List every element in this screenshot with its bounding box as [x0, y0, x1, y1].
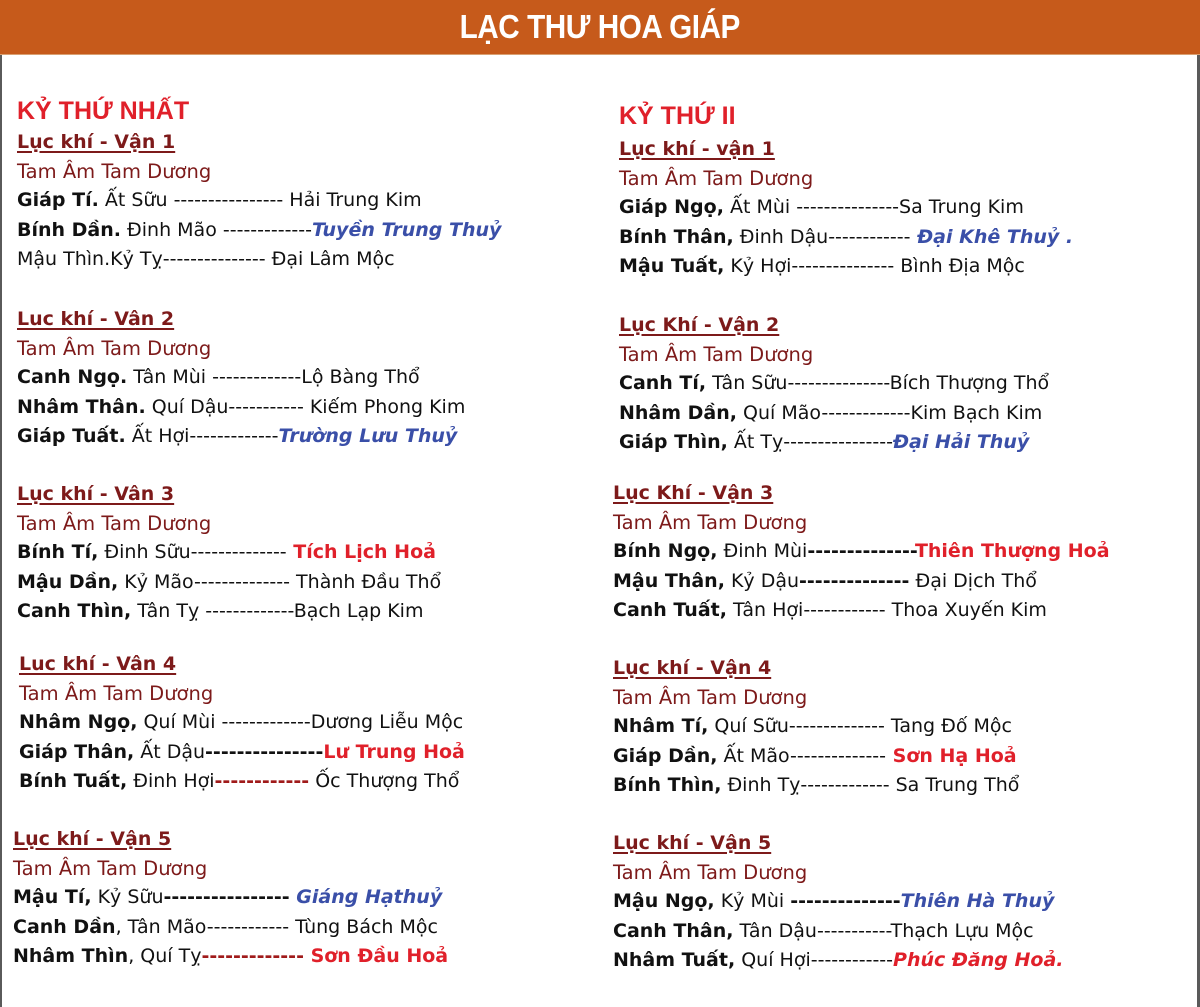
napam-element: Thiên Thượng Hoả — [914, 540, 1110, 562]
paired-name: Tân Tỵ — [131, 600, 206, 622]
napam-element: Thiên Hà Thuỷ — [900, 890, 1055, 912]
stem-branch-name: Nhâm Thân. — [17, 395, 146, 418]
napam-element: Sa Trung Kim — [899, 196, 1024, 218]
section-title: Lục khí - Vận 4 — [613, 657, 772, 679]
list-item — [613, 742, 1019, 772]
list-item — [17, 568, 441, 598]
napam-element: Phúc Đăng Hoả. — [893, 949, 1064, 971]
list-item — [613, 712, 1019, 742]
list-item — [13, 913, 448, 943]
list-item — [17, 363, 465, 393]
list-item — [17, 597, 441, 627]
napam-element: Hải Trung Kim — [283, 189, 422, 211]
dash-leader: ------------ — [828, 225, 911, 248]
napam-element: Tùng Bách Mộc — [289, 915, 438, 938]
section-title: Lục khí - Vân 3 — [17, 483, 175, 505]
list-item — [17, 538, 441, 568]
list-item — [17, 245, 501, 275]
dash-leader: ------------- — [201, 945, 304, 967]
dash-leader: ------------- — [221, 711, 311, 733]
napam-element: Ốc Thượng Thổ — [309, 770, 460, 792]
paired-name: Đinh Mùi — [717, 540, 808, 562]
list-item — [19, 708, 465, 738]
section-subtitle: Tam Âm Tam Dương — [613, 686, 808, 709]
section-title: Lục khí - vận 1 — [619, 138, 775, 160]
section-subtitle: Tam Âm Tam Dương — [13, 857, 208, 880]
dash-leader: ---------------- — [163, 886, 290, 908]
paired-name: Mậu Thìn.Kỷ Tỵ — [17, 248, 163, 270]
list-item — [619, 223, 1073, 253]
napam-element: Kim Bạch Kim — [910, 401, 1043, 424]
stem-branch-name: Bính Tuất, — [19, 770, 128, 792]
dash-leader: ------------- — [189, 425, 279, 447]
dash-leader: ------------ — [214, 770, 310, 792]
napam-element: Lộ Bàng Thổ — [301, 366, 420, 388]
section-subtitle: Tam Âm Tam Dương — [17, 337, 212, 360]
section-title: Lục Khí - Vận 3 — [613, 482, 774, 504]
page-header — [0, 0, 1200, 55]
dash-leader: ----------- — [816, 919, 891, 942]
section-subtitle: Tam Âm Tam Dương — [619, 343, 814, 366]
paired-name: Đinh Dậu — [733, 225, 829, 248]
napam-element: Tang Đố Mộc — [884, 715, 1012, 737]
paired-name: Đinh Hợi — [127, 770, 215, 792]
list-item — [19, 767, 465, 797]
list-item — [17, 186, 501, 216]
napam-element: Kiếm Phong Kim — [303, 395, 466, 418]
stem-branch-name: Giáp Tí. — [17, 189, 99, 211]
napam-element: Bích Thượng Thổ — [889, 372, 1050, 394]
napam-element: Trường Lưu Thuỷ — [278, 425, 458, 447]
paired-name: Quí Hợi — [735, 949, 811, 971]
section-subtitle: Tam Âm Tam Dương — [619, 167, 814, 190]
list-item — [17, 393, 465, 423]
dash-leader: ---------------- — [173, 189, 284, 211]
section-title: Luc khí - Vân 4 — [19, 653, 177, 675]
section-subtitle: Tam Âm Tam Dương — [19, 682, 214, 705]
paired-name: Tân Mùi — [127, 366, 213, 388]
van-section — [613, 654, 1019, 801]
section-title: Lục khí - Vận 5 — [13, 828, 172, 850]
stem-branch-name: Canh Tí, — [619, 372, 707, 394]
section-subtitle: Tam Âm Tam Dương — [613, 511, 808, 534]
napam-element: Sơn Đầu Hoả — [303, 945, 449, 967]
dash-leader: -------------- — [790, 890, 901, 912]
stem-branch-name: Nhâm Ngọ, — [19, 711, 138, 733]
paired-name: Ất Mùi — [723, 196, 797, 218]
napam-element: Đại Dịch Thổ — [909, 569, 1037, 592]
stem-branch-name: Giáp Thìn, — [619, 431, 728, 453]
van-section — [13, 825, 448, 972]
stem-branch-name: Giáp Ngọ, — [619, 196, 724, 218]
napam-element: Sơn Hạ Hoả — [886, 744, 1017, 767]
list-item — [13, 883, 448, 913]
paired-name: Ất Mão — [717, 744, 791, 767]
napam-element: Thoa Xuyến Kim — [885, 599, 1047, 621]
stem-branch-name: Canh Dần — [13, 915, 116, 938]
dash-leader: -------------- — [788, 715, 885, 737]
paired-name: Kỷ Mão — [118, 570, 195, 593]
paired-name: Đinh Tỵ — [721, 774, 801, 796]
napam-element: Đại Lâm Mộc — [265, 248, 395, 270]
page-title: LẠC THƯ HOA GIÁP — [459, 8, 741, 45]
section-title: Lục khí - Vận 5 — [613, 832, 772, 854]
stem-branch-name: Mậu Thân, — [613, 569, 725, 592]
dash-leader: ------------- — [800, 774, 890, 796]
stem-branch-name: Mậu Ngọ, — [613, 890, 715, 912]
paired-name: Đinh Mão — [121, 218, 223, 241]
van-section — [619, 135, 1073, 282]
napam-element: Tuyền Trung Thuỷ — [312, 218, 502, 241]
list-item — [619, 399, 1049, 429]
dash-leader: ------------ — [803, 599, 886, 621]
stem-branch-name: Giáp Thân, — [19, 740, 135, 763]
paired-name: Ất Tỵ — [727, 431, 784, 453]
paired-name: Kỷ Dậu — [724, 569, 800, 592]
section-subtitle: Tam Âm Tam Dương — [17, 512, 212, 535]
paired-name: Tân Sữu — [706, 372, 788, 394]
list-item — [613, 537, 1110, 567]
paired-name: Quí Sữu — [708, 715, 789, 737]
dash-leader: --------------- — [796, 196, 900, 218]
list-item — [613, 946, 1064, 976]
section-title: Luc khí - Vân 2 — [17, 308, 175, 330]
list-item — [619, 369, 1049, 399]
van-section — [613, 479, 1110, 626]
stem-branch-name: Bính Ngọ, — [613, 540, 718, 562]
dash-leader: ------------- — [205, 600, 294, 622]
stem-branch-name: Canh Tuất, — [613, 599, 727, 621]
stem-branch-name: Nhâm Tí, — [613, 715, 709, 737]
list-item — [19, 738, 465, 768]
napam-element: Đại Khê Thuỷ . — [910, 225, 1074, 248]
napam-element: Đại Hải Thuỷ — [892, 431, 1030, 453]
dash-leader: ------------ — [206, 915, 290, 938]
van-section — [19, 650, 465, 797]
section-subtitle: Tam Âm Tam Dương — [17, 160, 212, 183]
list-item — [619, 428, 1049, 458]
paired-name: Ất Dậu — [134, 740, 206, 763]
van-section — [17, 480, 441, 627]
paired-name: Quí Mùi — [137, 711, 222, 733]
stem-branch-name: Giáp Dần, — [613, 744, 718, 767]
dash-leader: ------------ — [810, 949, 894, 971]
paired-name: , Tân Mão — [115, 915, 207, 938]
paired-name: Tân Hợi — [726, 599, 804, 621]
napam-element: Bình Địa Mộc — [894, 255, 1025, 277]
paired-name: Kỷ Hợi — [724, 255, 792, 277]
list-item — [17, 422, 465, 452]
list-item — [613, 771, 1019, 801]
list-item — [613, 917, 1064, 947]
stem-branch-name: Nhâm Thìn — [13, 945, 129, 967]
stem-branch-name: Giáp Tuất. — [17, 425, 126, 447]
dash-leader: -------------- — [799, 569, 910, 592]
napam-element: Bạch Lạp Kim — [293, 600, 424, 622]
stem-branch-name: Canh Thân, — [613, 919, 734, 942]
era-title: KỶ THỨ NHẤT — [17, 97, 190, 125]
paired-name: Đinh Sữu — [98, 541, 191, 563]
section-title: Lục khí - Vận 1 — [17, 131, 176, 153]
dash-leader: ---------------- — [783, 431, 893, 453]
paired-name: Kỷ Mùi — [714, 890, 791, 912]
list-item — [619, 252, 1073, 282]
van-section — [613, 829, 1064, 976]
section-subtitle: Tam Âm Tam Dương — [613, 861, 808, 884]
stem-branch-name: Bính Tí, — [17, 541, 99, 563]
napam-element: Sa Trung Thổ — [889, 774, 1020, 796]
van-section — [17, 128, 501, 275]
napam-element: Lư Trung Hoả — [323, 740, 465, 763]
dash-leader: ------------- — [821, 401, 911, 424]
list-item — [613, 596, 1110, 626]
dash-leader: --------------- — [205, 740, 324, 763]
list-item — [613, 567, 1110, 597]
era-title: KỶ THỨ II — [619, 102, 736, 130]
dash-leader: --------------- — [787, 372, 890, 394]
dash-leader: -------------- — [190, 541, 287, 563]
list-item — [619, 193, 1073, 223]
stem-branch-name: Mậu Tuất, — [619, 255, 725, 277]
dash-leader: -------------- — [807, 540, 915, 562]
napam-element: Dương Liễu Mộc — [310, 711, 464, 733]
stem-branch-name: Canh Thìn, — [17, 600, 132, 622]
paired-name: Tân Dậu — [733, 919, 817, 942]
paired-name: Kỷ Sữu — [91, 886, 164, 908]
paired-name: Quí Mão — [737, 401, 822, 424]
dash-leader: ------------- — [212, 366, 302, 388]
paired-name: Ất Sữu — [98, 189, 174, 211]
dash-leader: ------------- — [222, 218, 313, 241]
list-item — [13, 942, 448, 972]
dash-leader: --------------- — [162, 248, 266, 270]
stem-branch-name: Bính Thân, — [619, 225, 734, 248]
section-title: Lục Khí - Vận 2 — [619, 314, 780, 336]
stem-branch-name: Nhâm Tuất, — [613, 949, 736, 971]
list-item — [613, 887, 1064, 917]
stem-branch-name: Canh Ngọ. — [17, 366, 128, 388]
dash-leader: -------------- — [194, 570, 290, 593]
napam-element: Thành Đầu Thổ — [290, 570, 442, 593]
napam-element: Thạch Lựu Mộc — [890, 919, 1034, 942]
stem-branch-name: Mậu Dần, — [17, 570, 119, 593]
stem-branch-name: Mậu Tí, — [13, 886, 92, 908]
van-section — [619, 311, 1049, 458]
napam-element: Tích Lịch Hoả — [286, 541, 436, 563]
paired-name: Quí Dậu — [145, 395, 229, 418]
paired-name: Ất Hợi — [125, 425, 190, 447]
dash-leader: --------------- — [791, 255, 895, 277]
dash-leader: -------------- — [790, 744, 887, 767]
napam-element: Giáng Hạthuỷ — [289, 886, 443, 908]
list-item — [17, 216, 501, 246]
stem-branch-name: Bính Thìn, — [613, 774, 722, 796]
van-section — [17, 305, 465, 452]
stem-branch-name: Bính Dần. — [17, 218, 121, 241]
stem-branch-name: Nhâm Dần, — [619, 401, 737, 424]
dash-leader: ----------- — [228, 395, 304, 418]
paired-name: , Quí Tỵ — [128, 945, 202, 967]
